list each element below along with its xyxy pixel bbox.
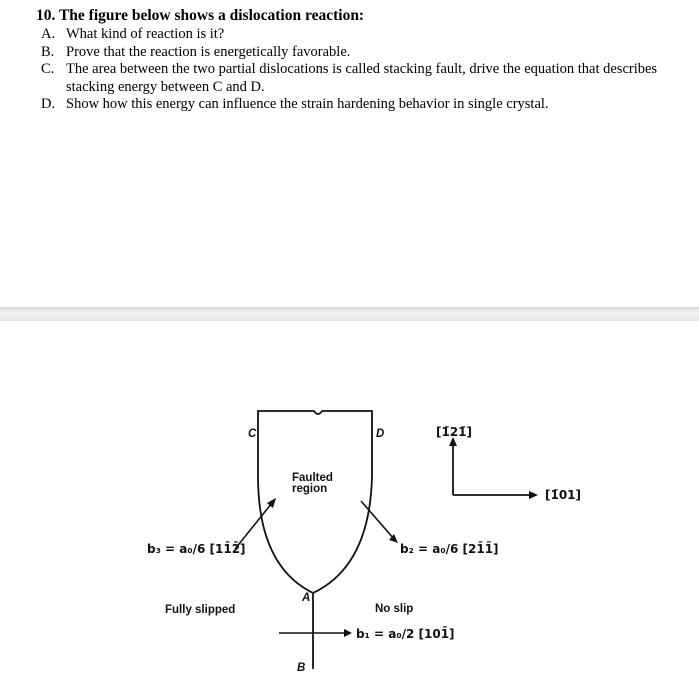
question-item-a xyxy=(36,26,686,44)
direction-right-label: [1̄01] xyxy=(545,488,582,502)
item-text: The area between the two partial dislocations is called stacking fault, drive the equation that describes stacking energy between C and D. xyxy=(66,61,658,95)
item-letter: B. xyxy=(41,43,55,60)
b3-label: b₃ = a₀/6 [11̄2̄] xyxy=(147,542,246,556)
point-a-label: A xyxy=(302,592,311,604)
dislocation-diagram xyxy=(0,321,699,677)
b2-line xyxy=(361,501,394,539)
item-text: Show how this energy can influence the strain hardening behavior in single crystal. xyxy=(66,96,549,112)
point-c-label: C xyxy=(248,428,257,440)
question-item-b xyxy=(36,44,686,62)
dislocation-figure xyxy=(0,321,699,677)
fully-slipped-label: Fully slipped xyxy=(165,604,236,616)
b1-label: b₁ = a₀/2 [101̄] xyxy=(356,627,455,641)
axis-right-arrowhead xyxy=(529,491,538,499)
item-text: What kind of reaction is it? xyxy=(66,26,225,42)
question-item-c xyxy=(36,61,686,96)
point-b-label: B xyxy=(297,662,306,674)
item-letter: A. xyxy=(41,26,56,42)
section-divider xyxy=(0,307,699,321)
partial-dislocation-loop xyxy=(258,422,372,593)
top-dislocation-line xyxy=(258,411,372,422)
question-item-d xyxy=(36,96,686,114)
direction-up-label: [1̄21̄] xyxy=(436,425,473,439)
no-slip-label: No slip xyxy=(375,603,414,615)
question-block xyxy=(36,6,686,114)
faulted-region-label: Faulted region xyxy=(292,472,333,495)
question-title: 10. The figure below shows a dislocation reaction: xyxy=(36,7,365,24)
item-letter: C. xyxy=(41,61,55,77)
item-letter: D. xyxy=(41,96,56,112)
point-d-label: D xyxy=(376,428,385,440)
b1-arrowhead xyxy=(344,629,352,637)
b2-label: b₂ = a₀/6 [21̄1̄] xyxy=(400,542,499,556)
item-text: Prove that the reaction is energetically favorable. xyxy=(66,43,351,60)
